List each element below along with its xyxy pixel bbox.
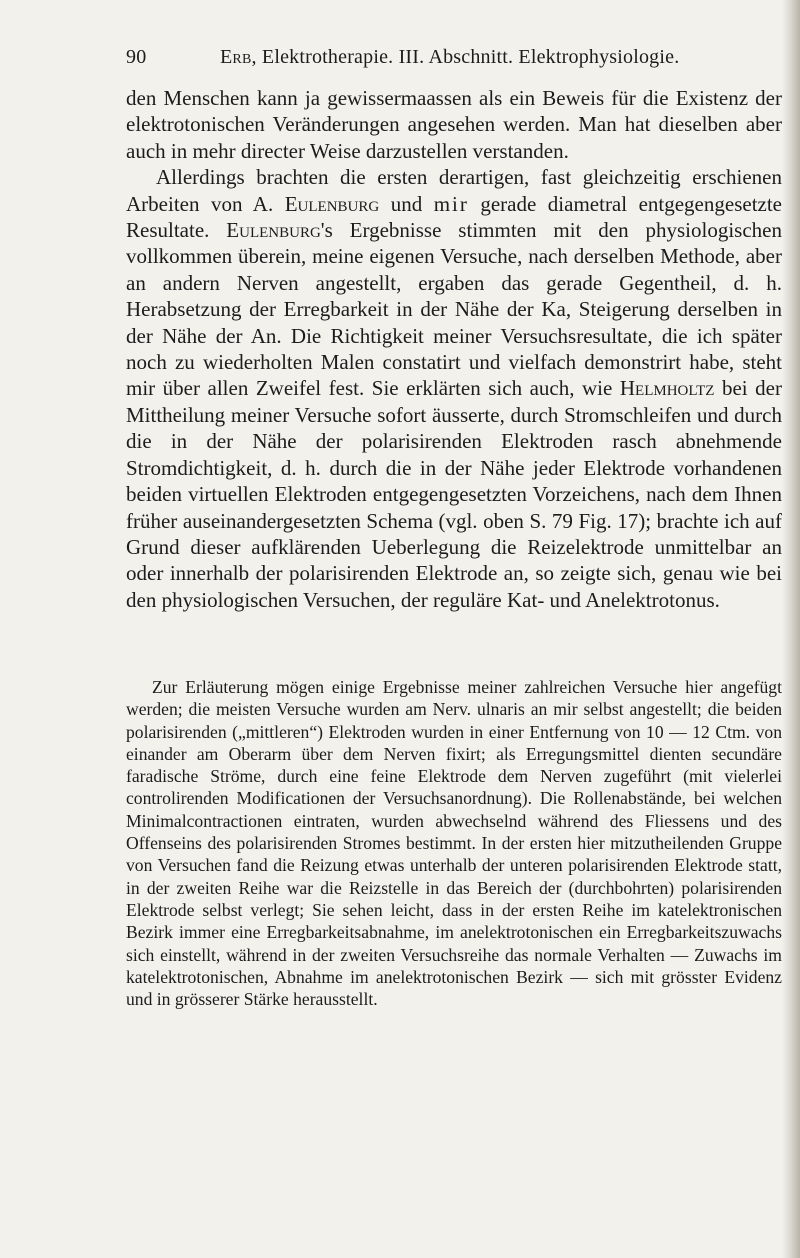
name-eulenburg: Eulenburg xyxy=(284,191,380,216)
name-eulenburg-2: Eulenburg xyxy=(226,218,321,243)
paragraph-2-part-2: und xyxy=(379,191,434,216)
running-title-rest: , Elektrotherapie. III. Abschnitt. Elektrophysiologie. xyxy=(251,46,680,68)
page-number: 90 xyxy=(126,46,147,68)
paragraph-2-part-5: bei der Mittheilung meiner Versuche sofort äusserte, durch Stromschleifen und durch die in der Nähe der polarisirenden Elektroden rasch abnehmende Stromdichtigkeit, d. h. durch die in der Nähe jeder Elektrode vorhandenen beiden virtuellen Elektroden entgegengesetzten Vorzeichens, nach dem Ihnen früher auseinandergesetzten Schema (vgl. oben S. 79 Fig. 17); brachte ich auf Grund dieser aufklärenden Ueberlegung die Reizelektrode unmittelbar an oder innerhalb der polarisirenden Elektrode an, so zeigte sich, genau wie bei den physiologischen Versuchen, der reguläre Kat- und Anelektrotonus. xyxy=(126,376,782,612)
running-title xyxy=(220,46,679,69)
page-edge-shadow xyxy=(782,0,800,1258)
paragraph-2 xyxy=(126,164,782,613)
note-paragraph: Zur Erläuterung mögen einige Ergebnisse meiner zahlreichen Versuche hier angefügt werden; die meisten Versuche wurden am Nerv. ulnaris an mir selbst angestellt; die beiden polarisirenden („mittleren“) Elektroden wurden in einer Entfernung von 10 — 12 Ctm. von einander am Oberarm über dem Nerven fixirt; als Erregungsmittel dienten secundäre faradische Ströme, durch eine feine Elektrode dem Nerven zugeführt (mit vielerlei controlirenden Modificationen der Versuchsanordnung). Die Rollenabstände, bei welchen Minimalcontractionen eintraten, wurden abwechselnd während des Fliessens und des Offenseins des polarisirenden Stromes bestimmt. In der ersten hier mitzutheilenden Gruppe von Versuchen fand die Reizung etwas unterhalb der unteren polarisirenden Elektrode statt, in der zweiten Reihe war die Reizstelle in das Bereich der (durchbohrten) polarisirenden Elektrode selbst verlegt; Sie sehen leicht, dass in der ersten Reihe im katelektronischen Bezirk immer eine Erregbarkeitsabnahme, im anelektrotonischen ein Erregbarkeitszuwachs sich einstellt, während in der zweiten Versuchsreihe das normale Verhalten — Zuwachs im katelektrotonischen, Abnahme im anelektrotonischen Bezirk — sich mit grösster Evidenz und in grösserer Stärke herausstellt. xyxy=(126,677,782,1010)
page-header xyxy=(126,46,708,72)
main-text xyxy=(126,85,782,613)
author-name: Erb xyxy=(220,46,252,68)
paragraph-2-part-4: 's Ergebnisse stimmten mit den physiologischen vollkommen überein, meine eigenen Versuche, nach derselben Methode, aber an andern Nerven angestellt, ergaben das gerade Gegentheil, d. h. Herabsetzung der Erregbarkeit in der Nähe der Ka, Steigerung derselben in der Nähe der An. Die Richtigkeit meiner Versuchsresultate, die ich später noch zu wiederholten Malen constatirt und vielfach demonstrirt habe, steht mir über allen Zweifel fest. Sie erklärten sich auch, wie xyxy=(126,218,782,401)
emphasis-mir: mir xyxy=(433,191,469,216)
paragraph-2-part-1: Allerdings brachten die ersten derartigen, fast gleichzeitig erschienen Arbeiten von A. xyxy=(126,165,782,216)
paragraph-1: den Menschen kann ja gewissermaassen als ein Beweis für die Existenz der elektrotonischen Veränderungen angesehen werden. Man hat dieselben aber auch in mehr directer Weise darzustellen verstanden. xyxy=(126,86,782,163)
name-helmholtz: Helmholtz xyxy=(619,376,715,401)
paragraph-2-part-3: gerade diametral entgegengesetzte Resultate. xyxy=(126,191,783,243)
footnote-block xyxy=(126,676,782,1010)
